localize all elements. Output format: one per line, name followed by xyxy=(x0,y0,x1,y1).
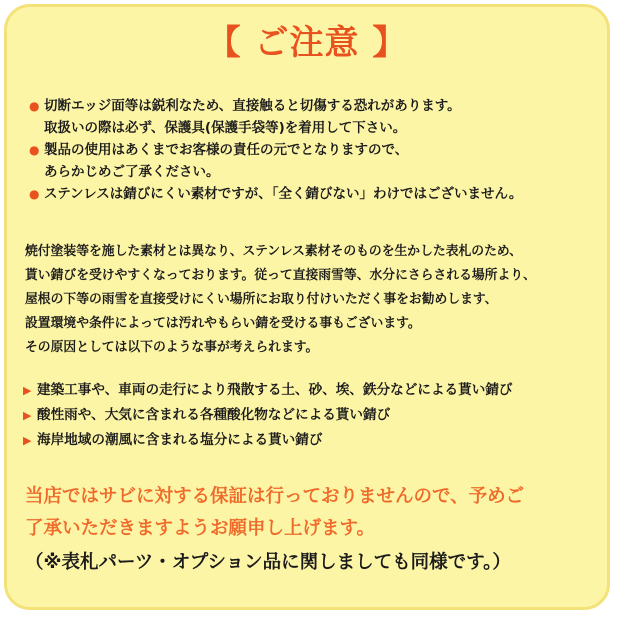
triangle-bullet-icon: ▶ xyxy=(23,409,32,422)
caution-text: 取扱いの際は必ず、保護具(保護手袋等)を着用して下さい。 xyxy=(44,120,407,136)
parts-footnote: （※表札パーツ・オプション品に関しましても同様です。） xyxy=(25,552,511,573)
cause-text: 酸性雨や、大気に含まれる各種酸化物などによる貰い錆び xyxy=(37,407,391,423)
paragraph-line: 屋根の下等の雨雪を直接受けにくい場所にお取り付けいただく事をお勧めします、 xyxy=(25,292,498,307)
bullet-dot-icon: ● xyxy=(29,187,40,201)
caution-text: 切断エッジ面等は鋭利なため、直接触ると切傷する恐れがあります。 xyxy=(44,98,461,114)
no-warranty-notice xyxy=(25,481,601,545)
cause-text: 海岸地域の潮風に含まれる塩分による貰い錆び xyxy=(37,432,323,448)
caution-item xyxy=(29,139,597,183)
triangle-bullet-icon: ▶ xyxy=(23,384,32,397)
bullet-dot-icon: ● xyxy=(29,143,40,157)
bullet-dot-icon: ● xyxy=(29,99,40,113)
caution-text: ステンレスは錆びにくい素材ですが、「全く錆びない」わけではございません。 xyxy=(44,186,523,202)
caution-item xyxy=(29,183,597,205)
caution-text: あらかじめご了承ください。 xyxy=(44,164,220,180)
cause-item xyxy=(23,378,601,403)
caution-list xyxy=(29,95,597,205)
notice-card xyxy=(4,4,610,610)
cause-item xyxy=(23,428,601,453)
caution-text: 製品の使用はあくまでお客様の責任の元でとなりますので、 xyxy=(44,142,409,158)
triangle-bullet-icon: ▶ xyxy=(23,434,32,447)
cause-item xyxy=(23,403,601,428)
paragraph-line: 貰い錆びを受けやすくなっております。従って直接雨雪等、水分にさらされる場所より、 xyxy=(25,268,536,283)
rust-cause-list xyxy=(23,378,601,453)
notice-title: 【 ご注意 】 xyxy=(206,23,408,63)
rust-explanation xyxy=(25,240,599,360)
warning-line: 了承いただきますようお願申し上げます。 xyxy=(25,518,376,539)
paragraph-line: その原因としては以下のような事が考えられます。 xyxy=(25,340,319,355)
cause-text: 建築工事や、車両の走行により飛散する土、砂、埃、鉄分などによる貰い錆び xyxy=(37,382,513,398)
paragraph-line: 設置環境や条件によっては汚れやもらい錆を受ける事もございます。 xyxy=(25,316,421,331)
warning-line: 当店ではサビに対する保証は行っておりませんので、予めご xyxy=(25,486,525,507)
paragraph-line: 焼付塗装等を施した素材とは異なり、ステンレス素材そのものを生かした表札のため、 xyxy=(25,244,522,259)
caution-item xyxy=(29,95,597,139)
